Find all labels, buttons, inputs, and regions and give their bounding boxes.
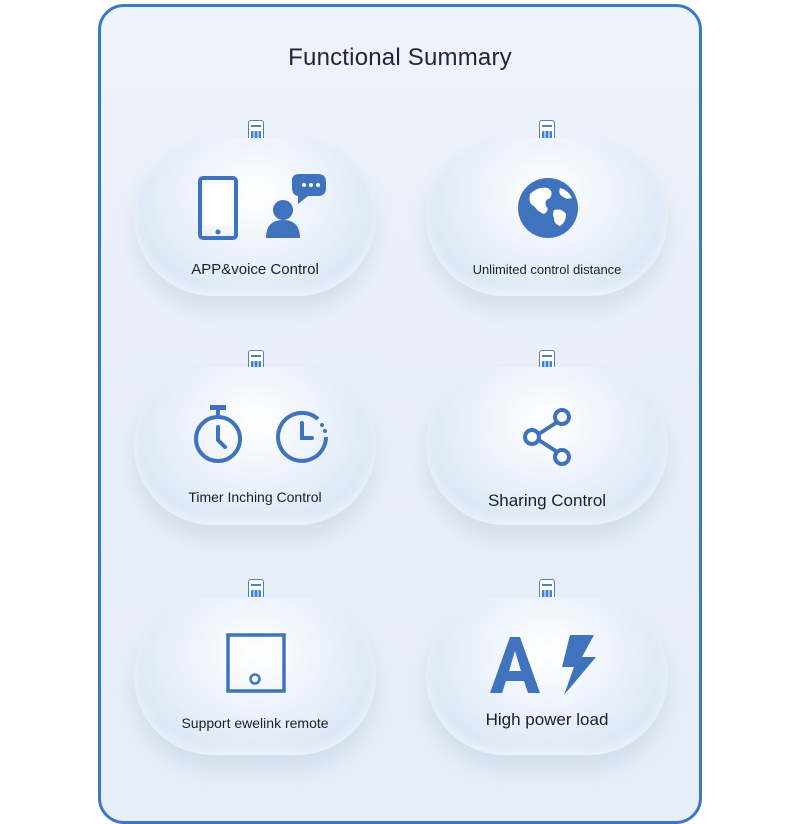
feature-card-distance xyxy=(426,138,668,296)
feature-label: Sharing Control xyxy=(487,491,607,510)
feature-card-timer xyxy=(134,367,376,525)
feature-label: Support ewelink remote xyxy=(181,715,329,731)
feature-label: Unlimited control distance xyxy=(472,262,622,277)
feature-label: APP&voice Control xyxy=(191,261,319,278)
feature-card-app-voice xyxy=(134,138,376,296)
ampere-icon xyxy=(488,635,542,695)
clock-icon xyxy=(274,409,330,465)
feature-card-power xyxy=(426,597,668,755)
lightning-icon xyxy=(554,635,596,695)
page-title: Functional Summary xyxy=(288,44,512,71)
share-icon xyxy=(520,407,574,467)
feature-card-ewelink xyxy=(134,597,376,755)
feature-card-sharing xyxy=(426,367,668,525)
stopwatch-icon xyxy=(190,403,246,465)
feature-label: Timer Inching Control xyxy=(188,489,322,505)
feature-label: High power load xyxy=(485,710,609,729)
smartphone-icon xyxy=(198,176,238,240)
globe-icon xyxy=(516,176,580,240)
voice-assistant-icon xyxy=(266,174,328,240)
remote-switch-icon xyxy=(226,633,286,693)
